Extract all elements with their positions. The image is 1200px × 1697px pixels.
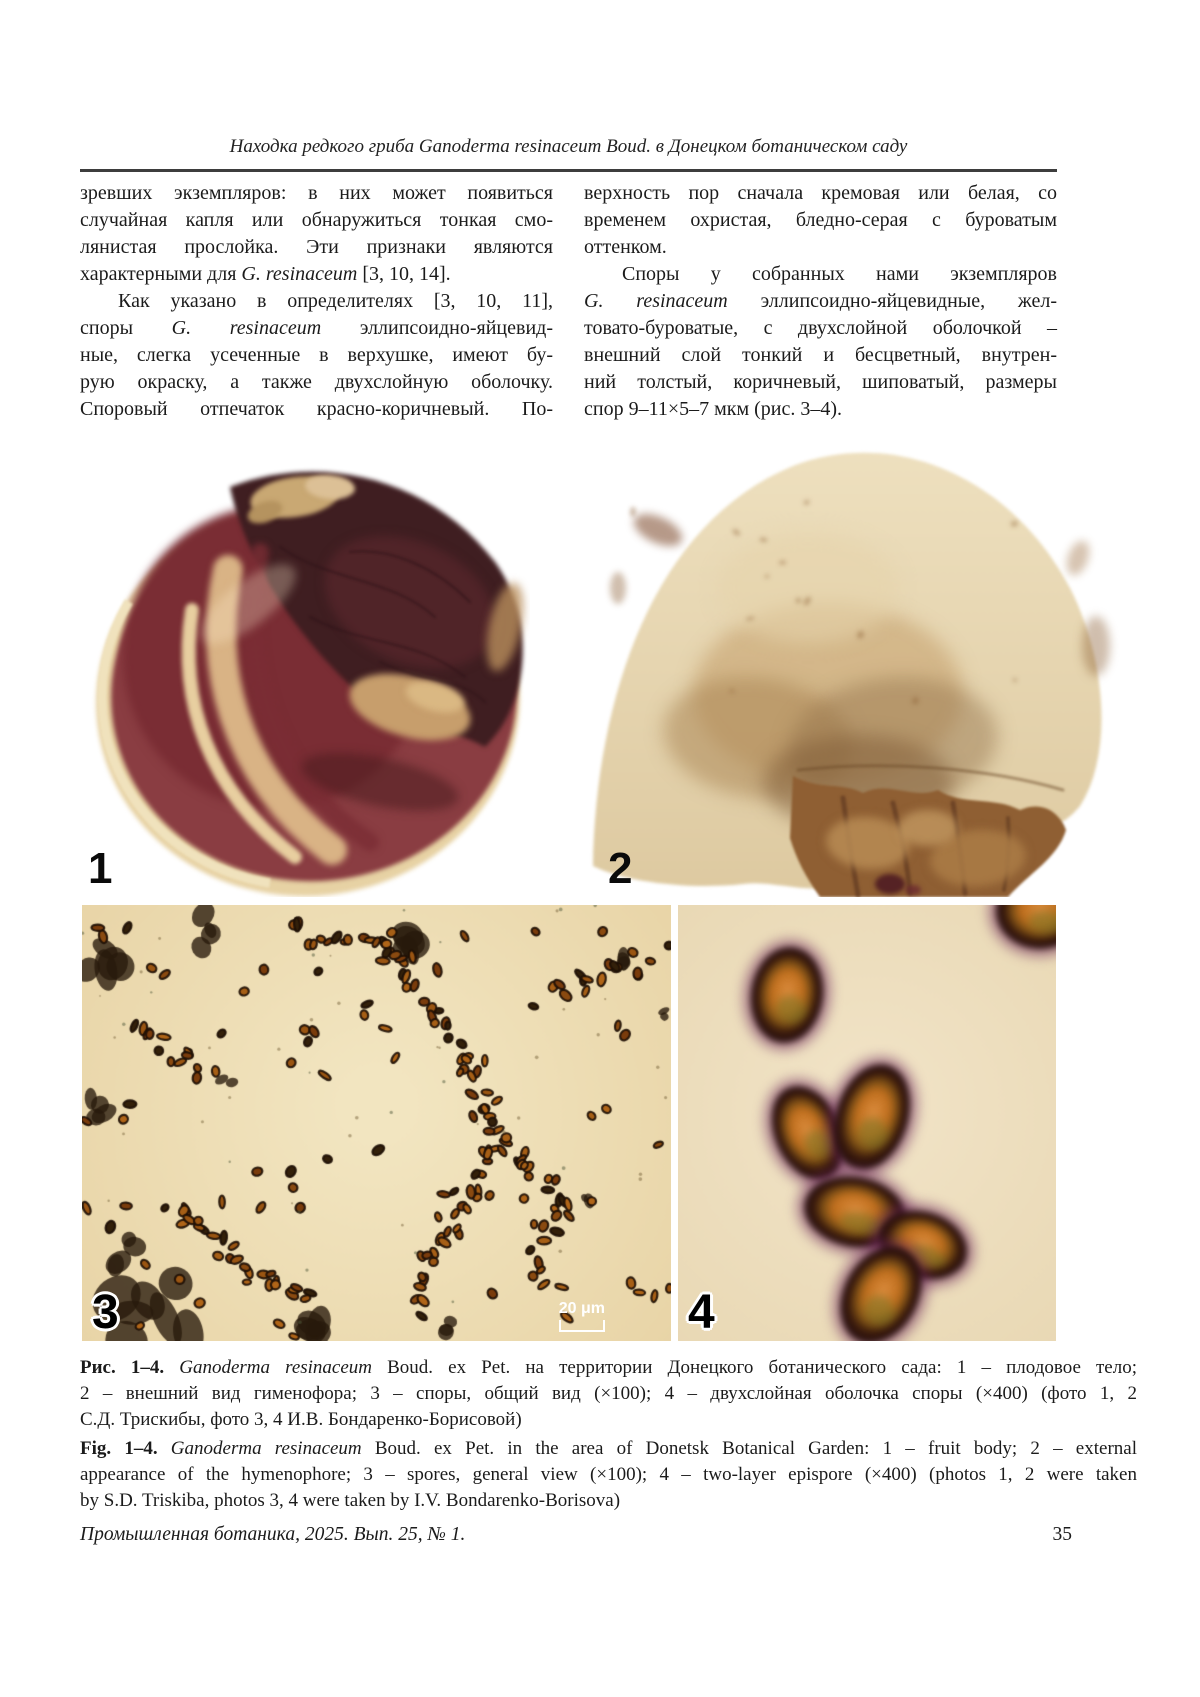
header-rule: [80, 169, 1057, 172]
text-line: [584, 315, 1057, 342]
figure-1-label: 1: [88, 844, 113, 893]
body-column-right: [584, 180, 1057, 423]
text-segment: товато-буроватые, с двухслойной оболочкой –: [584, 317, 1057, 339]
figure-4-epispore-micrograph: [678, 905, 1056, 1341]
text-line: [80, 1462, 1137, 1488]
text-segment: Споровый отпечаток красно-коричневый. По-: [80, 398, 553, 420]
text-line: [80, 234, 553, 261]
scale-bar-bracket-icon: [559, 1320, 605, 1333]
text-segment: временем охристая, бледно-серая с буроватым: [584, 209, 1057, 231]
text-line: [80, 342, 553, 369]
text-segment: by S.D. Triskiba, photos 3, 4 were taken by I.V. Bondarenko-Borisova): [80, 1490, 621, 1511]
text-segment: С.Д. Трискибы, фото 3, 4 И.В. Бондаренко-Борисовой): [80, 1409, 522, 1430]
footer-journal: Промышленная ботаника, 2025. Вып. 25, № 1.: [80, 1524, 466, 1545]
page-footer: [80, 1524, 1072, 1546]
figure-3-spores-micrograph: [82, 905, 671, 1341]
text-segment: ний толстый, коричневый, шиповатый, размеры: [584, 371, 1057, 393]
text-line: [80, 1381, 1137, 1407]
text-segment: Ganoderma resinaceum: [179, 1357, 373, 1378]
text-line: [80, 1407, 1137, 1433]
text-segment: Ganoderma resinaceum: [170, 1438, 362, 1459]
figure-4-label: 4: [688, 1286, 715, 1339]
text-segment: Рис. 1–4.: [80, 1357, 180, 1378]
text-line: [80, 1355, 1137, 1381]
caption-english: [80, 1436, 1137, 1514]
figure-2-hymenophore-photo: [558, 438, 1135, 897]
text-line: [584, 369, 1057, 396]
text-segment: Fig. 1–4.: [80, 1438, 171, 1459]
text-line: [80, 180, 553, 207]
text-segment: характерными для: [80, 263, 242, 285]
scale-bar: [559, 1300, 605, 1333]
text-line: [584, 261, 1057, 288]
text-segment: зревших экземпляров: в них может появиться: [80, 182, 553, 204]
text-segment: Boud. ex Pet. на территории Донецкого ботанического сада: 1 – плодовое тело;: [372, 1357, 1137, 1378]
text-segment: Как указано в определителях [3, 10, 11],: [118, 290, 553, 312]
text-segment: эллипсоидно-яйцевидные, жел-: [727, 290, 1057, 312]
text-line: [80, 396, 553, 423]
text-line: [80, 315, 553, 342]
text-line: [584, 396, 1057, 423]
text-line: [584, 207, 1057, 234]
text-line: [584, 342, 1057, 369]
running-head: Находка редкого гриба Ganoderma resinaceum Boud. в Донецком ботаническом саду: [229, 136, 908, 157]
text-line: [584, 180, 1057, 207]
figure-1-fruit-body-photo: [80, 452, 530, 897]
text-segment: оттенком.: [584, 236, 667, 258]
text-line: [80, 207, 553, 234]
text-segment: G. resinaceum: [241, 263, 358, 285]
text-segment: верхность пор сначала кремовая или белая, со: [584, 182, 1057, 204]
text-segment: [3, 10, 14].: [357, 263, 451, 285]
body-column-left: [80, 180, 553, 423]
scale-bar-text: 20 μm: [558, 1300, 605, 1318]
text-segment: 2 – внешний вид гименофора; 3 – споры, общий вид (×100); 4 – двухслойная оболочка споры (×400) (фото 1, 2: [80, 1383, 1137, 1404]
text-line: [80, 261, 553, 288]
text-segment: Boud. ex Pet. in the area of Donetsk Botanical Garden: 1 – fruit body; 2 – external: [361, 1438, 1137, 1459]
text-segment: рую окраску, а также двухслойную оболочку.: [80, 371, 553, 393]
text-line: [80, 369, 553, 396]
figure-2-label: 2: [608, 844, 633, 893]
text-segment: ные, слегка усеченные в верхушке, имеют бу-: [80, 344, 553, 366]
text-segment: Споры у собранных нами экземпляров: [622, 263, 1057, 285]
text-line: [80, 1436, 1137, 1462]
footer-page-number: 35: [1052, 1524, 1072, 1545]
text-line: [584, 234, 1057, 261]
text-segment: G. resinaceum: [171, 317, 322, 339]
text-segment: appearance of the hymenophore; 3 – spores, general view (×100); 4 – two-layer epispore (×400) (photos 1, 2 were taken: [80, 1464, 1137, 1485]
text-segment: эллипсоидно-яйцевид-: [321, 317, 553, 339]
text-line: [584, 288, 1057, 315]
spores-micrograph-canvas: [82, 905, 671, 1341]
epispore-micrograph-canvas: [678, 905, 1056, 1341]
text-line: [80, 288, 553, 315]
text-segment: споры: [80, 317, 172, 339]
caption-russian: [80, 1355, 1137, 1433]
text-segment: случайная капля или обнаружиться тонкая смо-: [80, 209, 553, 231]
text-segment: G. resinaceum: [584, 290, 728, 312]
figure-3-label: 3: [92, 1286, 119, 1339]
text-segment: спор 9–11×5–7 мкм (рис. 3–4).: [584, 398, 843, 420]
text-line: [80, 1488, 1137, 1514]
text-segment: внешний слой тонкий и бесцветный, внутрен-: [584, 344, 1057, 366]
text-segment: лянистая прослойка. Эти признаки являются: [80, 236, 553, 258]
